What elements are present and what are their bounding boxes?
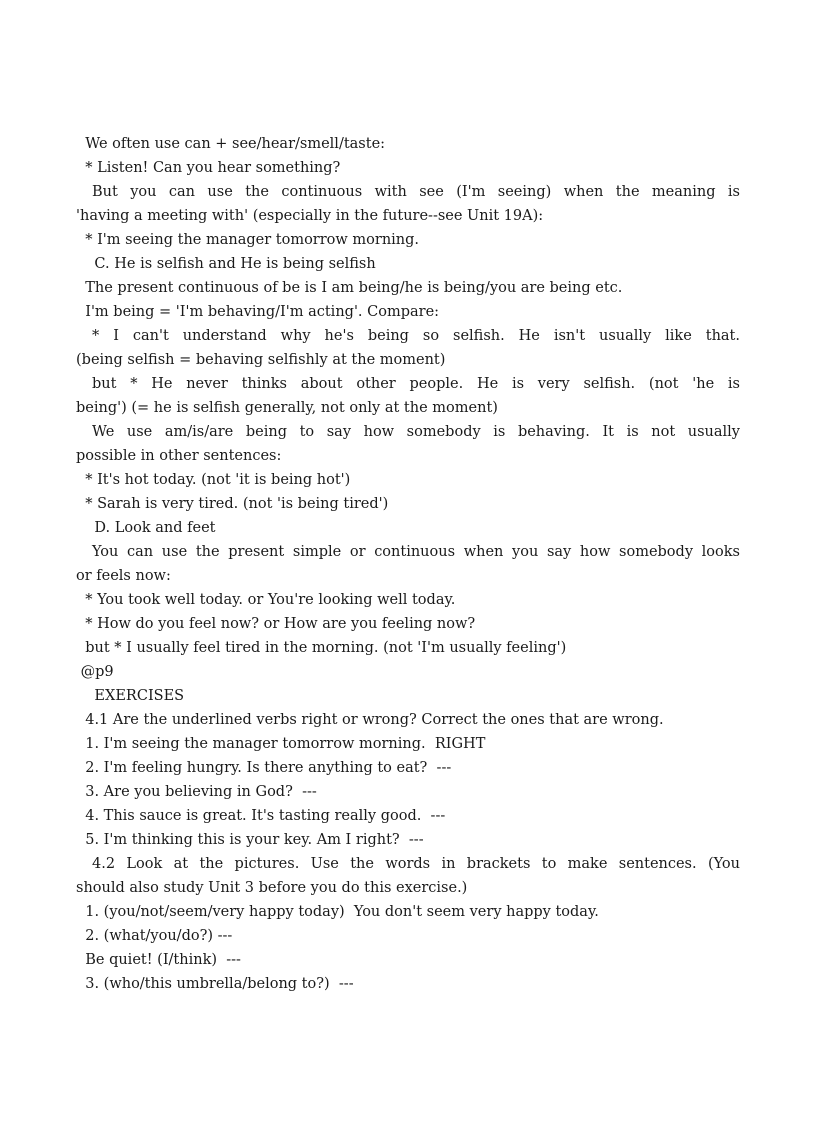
exercise-item: 3. Are you believing in God? --- (76, 784, 317, 800)
text-line: We use am/is/are being to say how somebody is behaving. It is not usually (92, 424, 740, 440)
text-line: * Listen! Can you hear something? (76, 160, 341, 176)
text-line: * You took well today. or You're looking well today. (76, 592, 456, 608)
text-line: * It's hot today. (not 'it is being hot') (76, 472, 351, 488)
exercise-item: 1. (you/not/seem/very happy today) You don't seem very happy today. (76, 904, 599, 920)
exercise-item: 2. (what/you/do?) --- (76, 928, 233, 944)
text-line: but * I usually feel tired in the morning. (not 'I'm usually feeling') (76, 640, 567, 656)
exercise-instruction: 4.1 Are the underlined verbs right or wrong? Correct the ones that are wrong. (76, 712, 664, 728)
exercises-heading: EXERCISES (76, 688, 185, 704)
exercise-item: 1. I'm seeing the manager tomorrow morning. RIGHT (76, 736, 486, 752)
text-line: 'having a meeting with' (especially in the future--see Unit 19A): (76, 208, 544, 224)
text-line: * I can't understand why he's being so selfish. He isn't usually like that. (92, 328, 740, 344)
text-line: But you can use the continuous with see (I'm seeing) when the meaning is (92, 184, 740, 200)
text-line: * Sarah is very tired. (not 'is being tired') (76, 496, 389, 512)
text-line: (being selfish = behaving selfishly at the moment) (76, 352, 446, 368)
exercise-instruction: 4.2 Look at the pictures. Use the words in brackets to make sentences. (You (92, 856, 740, 872)
text-line: should also study Unit 3 before you do this exercise.) (76, 880, 468, 896)
text-line: or feels now: (76, 568, 171, 584)
text-line: possible in other sentences: (76, 448, 282, 464)
exercise-item: 4. This sauce is great. It's tasting really good. --- (76, 808, 446, 824)
text-line: I'm being = 'I'm behaving/I'm acting'. Compare: (76, 304, 440, 320)
section-heading: C. He is selfish and He is being selfish (76, 256, 376, 272)
text-line: but * He never thinks about other people. He is very selfish. (not 'he is (92, 376, 740, 392)
section-heading: D. Look and feet (76, 520, 216, 536)
text-line: * How do you feel now? or How are you feeling now? (76, 616, 476, 632)
exercise-item: 5. I'm thinking this is your key. Am I right? --- (76, 832, 424, 848)
text-line: You can use the present simple or continuous when you say how somebody looks (92, 544, 740, 560)
exercise-item: 3. (who/this umbrella/belong to?) --- (76, 976, 354, 992)
page-marker: @p9 (76, 664, 114, 680)
exercise-item: Be quiet! (I/think) --- (76, 952, 241, 968)
text-line: * I'm seeing the manager tomorrow morning. (76, 232, 420, 248)
text-line: We often use can + see/hear/smell/taste: (76, 136, 386, 152)
exercise-item: 2. I'm feeling hungry. Is there anything to eat? --- (76, 760, 452, 776)
text-line: being') (= he is selfish generally, not only at the moment) (76, 400, 498, 416)
text-line: The present continuous of be is I am being/he is being/you are being etc. (76, 280, 623, 296)
